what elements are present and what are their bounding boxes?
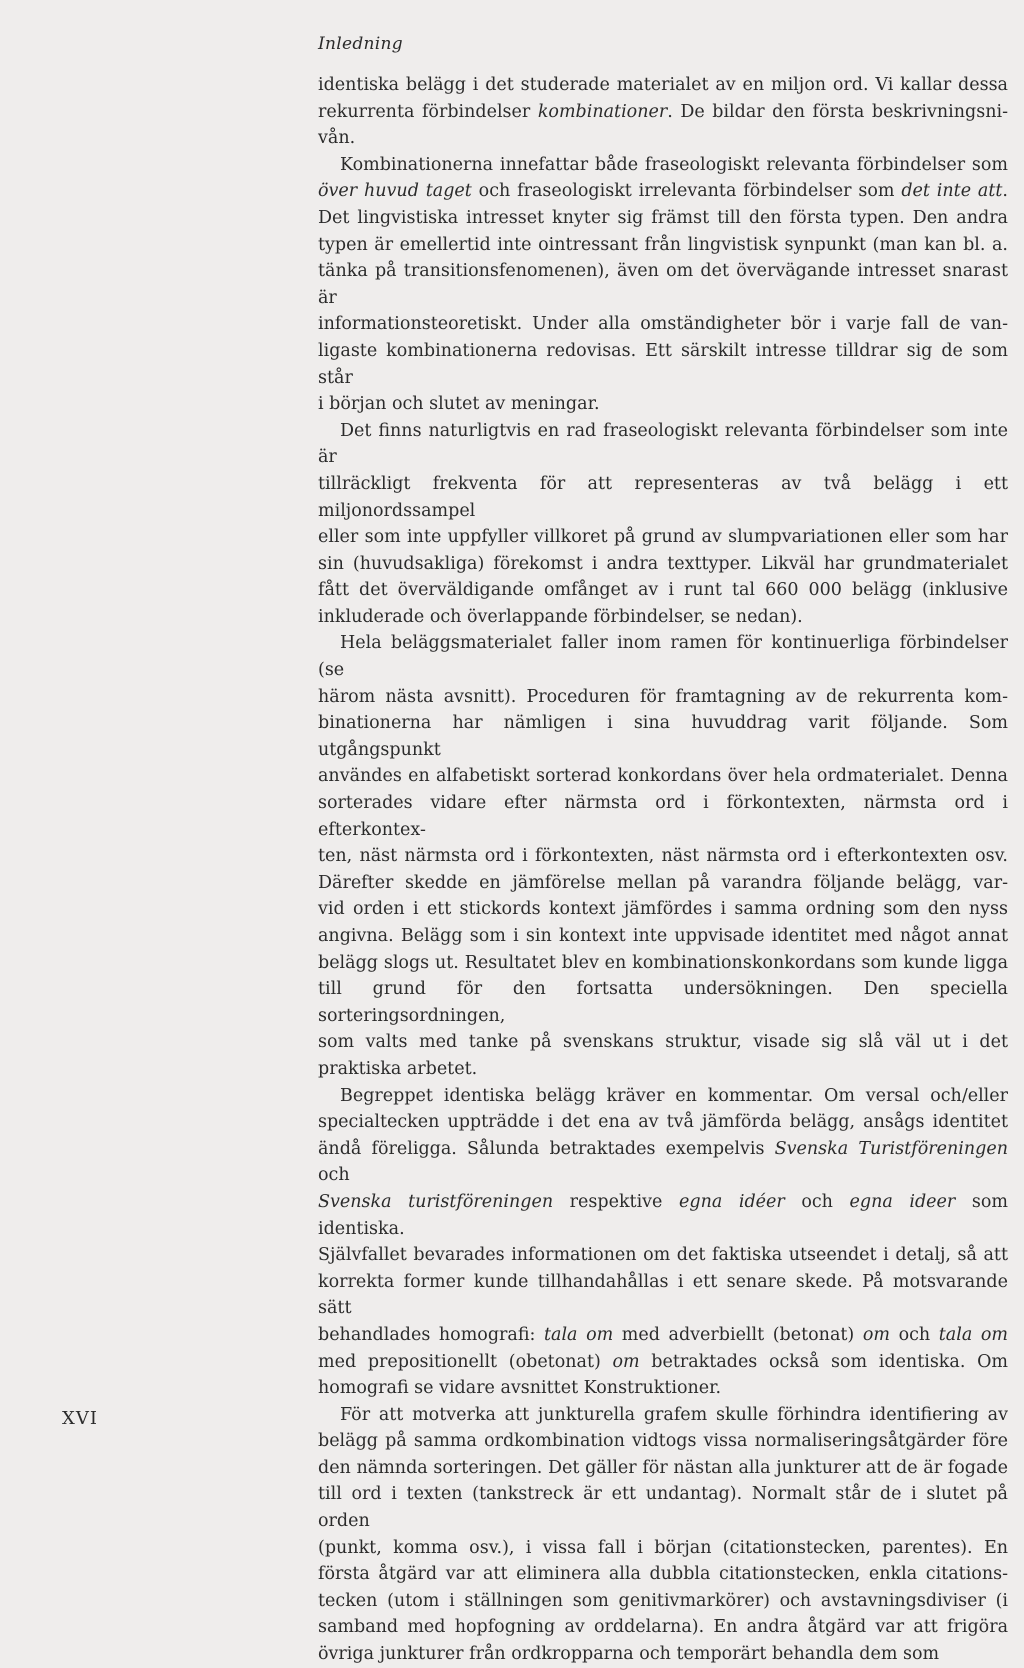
italic-run: egna idéer <box>679 1191 785 1212</box>
italic-run: över huvud taget <box>318 181 472 202</box>
text-line <box>318 1535 1008 1562</box>
text-run: eller som inte uppfyller villkoret på grund av slumpvariationen eller som har <box>318 527 1008 548</box>
text-line <box>318 99 1008 126</box>
text-run: angivna. Belägg som i sin kontext inte uppvisade identitet med något annat <box>318 926 1008 946</box>
italic-run: det inte att <box>901 181 1003 202</box>
text-run: tecken (utom i ställningen som genitivmarkörer) och avstavningsdiviser (i <box>318 1590 1008 1611</box>
text-run: belägg på samma ordkombination vidtogs vissa normaliseringsåtgärder före <box>318 1431 1008 1452</box>
text-line <box>318 790 1008 843</box>
text-run: belägg slogs ut. Resultatet blev en kombinationskonkordans som kunde ligga <box>318 952 1008 973</box>
text-line <box>318 1109 1008 1136</box>
text-line <box>318 1641 1008 1668</box>
text-line <box>318 232 1008 259</box>
text-run: vån. <box>318 128 356 149</box>
text-run: vid orden i ett stickords kontext jämfördes i samma ordning som den nyss <box>318 899 1008 920</box>
text-run: i början och slutet av meningar. <box>318 394 600 415</box>
text-line <box>318 1083 1008 1110</box>
text-run: tänka på transitionsfenomenen), även om det övervägande intresset snarast är <box>318 261 1008 308</box>
text-line <box>318 843 1008 870</box>
text-run: och fraseologiskt irrelevanta förbindelser som <box>471 181 902 202</box>
text-line <box>318 896 1008 923</box>
text-line <box>318 870 1008 897</box>
text-line <box>318 630 1008 683</box>
text-run: med adverbiellt (betonat) <box>613 1324 863 1345</box>
text-line <box>318 418 1008 471</box>
text-run: Det lingvistiska intresset knyter sig främst till den första typen. Den andra <box>318 207 1008 228</box>
text-line <box>318 205 1008 232</box>
italic-run: om <box>862 1324 890 1345</box>
text-line <box>318 391 1008 418</box>
text-run: användes en alfabetiskt sorterad konkordans över hela ordmaterialet. Denna <box>318 766 1008 787</box>
paragraph <box>318 72 1008 152</box>
text-line <box>318 1189 1008 1242</box>
text-run: typen är emellertid inte ointressant från lingvistisk synpunkt (man kan bl. a. <box>318 234 1008 255</box>
text-run: Kombinationerna innefattar både fraseologiskt relevanta förbindelser som <box>340 154 1008 175</box>
text-line <box>318 311 1008 338</box>
text-line <box>318 152 1008 179</box>
text-run: härom nästa avsnitt). Proceduren för framtagning av de rekurrenta kom- <box>318 686 1008 707</box>
text-run: Det finns naturligtvis en rad fraseologiskt relevanta förbindelser som inte är <box>318 420 1008 468</box>
text-run: homografi se vidare avsnittet Konstruktioner. <box>318 1378 722 1399</box>
text-line <box>318 604 1008 631</box>
text-run: som identiska. <box>318 1191 1008 1239</box>
text-run: För att motverka att junkturella grafem skulle förhindra identifiering av <box>340 1404 1008 1425</box>
text-line <box>318 178 1008 205</box>
text-line <box>318 976 1008 1029</box>
paragraph <box>318 630 1008 1082</box>
text-run: och <box>784 1191 850 1212</box>
text-run: med prepositionellt (obetonat) <box>318 1351 613 1372</box>
text-run: korrekta former kunde tillhandahållas i ett senare skede. På motsvarande sätt <box>318 1271 1008 1319</box>
italic-run: Svenska Turistföreningen <box>774 1138 1008 1159</box>
text-run: . <box>1002 181 1008 202</box>
text-run: Hela beläggsmaterialet faller inom ramen för kontinuerliga förbindelser (se <box>318 633 1008 681</box>
paragraph <box>318 418 1008 631</box>
page-number: XVI <box>62 1408 98 1429</box>
text-line <box>318 338 1008 391</box>
text-run: betraktades också som identiska. Om <box>639 1351 1009 1372</box>
italic-run: tala om <box>938 1324 1008 1345</box>
text-line <box>318 1375 1008 1402</box>
text-run: ten, näst närmsta ord i förkontexten, näst närmsta ord i efterkontexten osv. <box>318 846 1008 867</box>
text-line <box>318 684 1008 711</box>
italic-run: Svenska turistföreningen <box>318 1191 554 1212</box>
text-line <box>318 1242 1008 1269</box>
text-run: sin (huvudsakliga) förekomst i andra texttyper. Likväl har grundmaterialet <box>318 553 1008 574</box>
text-line <box>318 471 1008 524</box>
text-line <box>318 1029 1008 1056</box>
text-run: samband med hopfogning av orddelarna). En andra åtgärd var att frigöra <box>318 1617 1008 1638</box>
text-line <box>318 1349 1008 1376</box>
text-line <box>318 763 1008 790</box>
italic-run: egna ideer <box>849 1191 956 1212</box>
text-run: ligaste kombinationerna redovisas. Ett särskilt intresse tilldrar sig de som står <box>318 340 1008 388</box>
text-line <box>318 72 1008 99</box>
text-run: Självfallet bevarades informationen om det faktiska utseendet i detalj, så att <box>318 1245 1008 1266</box>
text-line <box>318 923 1008 950</box>
text-line <box>318 551 1008 578</box>
text-run: och <box>889 1324 939 1345</box>
text-run: som valts med tanke på svenskans struktur, visade sig slå väl ut i det <box>318 1032 1008 1053</box>
text-run: Begreppet identiska belägg kräver en kommentar. Om versal och/eller <box>340 1085 1008 1106</box>
text-run: första åtgärd var att eliminera alla dubbla citationstecken, enkla citations- <box>318 1564 1008 1585</box>
text-run: fått det överväldigande omfånget av i runt tal 660 000 belägg (inklusive <box>318 580 1008 601</box>
text-run: behandlades homografi: <box>318 1324 544 1345</box>
text-run: specialtecken uppträdde i det ena av två jämförda belägg, ansågs identitet <box>318 1112 1008 1133</box>
text-run: binationerna har nämligen i sina huvuddrag varit följande. Som utgångspunkt <box>318 713 1008 760</box>
italic-run: om <box>612 1351 640 1372</box>
running-head: Inledning <box>318 34 403 54</box>
text-run: rekurrenta förbindelser <box>318 101 538 122</box>
text-run: . De bildar den första beskrivningsni- <box>667 101 1008 122</box>
text-run: övriga junkturer från ordkropparna och temporärt behandla dem som <box>318 1644 940 1665</box>
text-run: till ord i texten (tankstreck är ett undantag). Normalt står de i slutet på orden <box>318 1484 1008 1532</box>
text-line <box>318 577 1008 604</box>
text-run: ändå föreligga. Sålunda betraktades exempelvis <box>318 1138 775 1159</box>
text-run: tillräckligt frekventa för att representeras av två belägg i ett miljonordssampel <box>318 473 1008 521</box>
text-line <box>318 710 1008 763</box>
italic-run: kombinationer <box>537 101 668 122</box>
text-run: identiska belägg i det studerade materialet av en miljon ord. Vi kallar dessa <box>318 75 1008 95</box>
italic-run: tala om <box>543 1324 614 1345</box>
text-run: inkluderade och överlappande förbindelser, se nedan). <box>318 606 803 627</box>
text-run: informationsteoretiskt. Under alla omständigheter bör i varje fall de van- <box>318 314 1008 335</box>
body-text <box>318 72 1008 1668</box>
text-line <box>318 1455 1008 1482</box>
text-line <box>318 1322 1008 1349</box>
text-line <box>318 1614 1008 1641</box>
text-line <box>318 950 1008 977</box>
text-run: respektive <box>553 1191 680 1212</box>
text-line <box>318 1428 1008 1455</box>
paragraph <box>318 1083 1008 1402</box>
text-run: sorterades vidare efter närmsta ord i förkontexten, närmsta ord i efterkontex- <box>318 793 1008 840</box>
text-line <box>318 524 1008 551</box>
paragraph <box>318 152 1008 418</box>
text-line <box>318 1561 1008 1588</box>
text-line <box>318 1136 1008 1189</box>
text-line <box>318 1481 1008 1534</box>
text-line <box>318 1056 1008 1083</box>
text-line <box>318 258 1008 311</box>
text-run: den nämnda sorteringen. Det gäller för nästan alla junkturer att de är fogade <box>318 1457 1008 1478</box>
text-line <box>318 1588 1008 1615</box>
text-run: Därefter skedde en jämförelse mellan på varandra följande belägg, var- <box>318 872 1008 893</box>
text-run: och <box>318 1165 350 1186</box>
text-run: (punkt, komma osv.), i vissa fall i början (citationstecken, parentes). En <box>318 1537 1008 1558</box>
text-line <box>318 1402 1008 1429</box>
text-line <box>318 1269 1008 1322</box>
text-run: till grund för den fortsatta undersökningen. Den speciella sorteringsordningen, <box>318 979 1008 1026</box>
text-run: praktiska arbetet. <box>318 1058 478 1079</box>
paragraph <box>318 1402 1008 1668</box>
text-line <box>318 125 1008 152</box>
